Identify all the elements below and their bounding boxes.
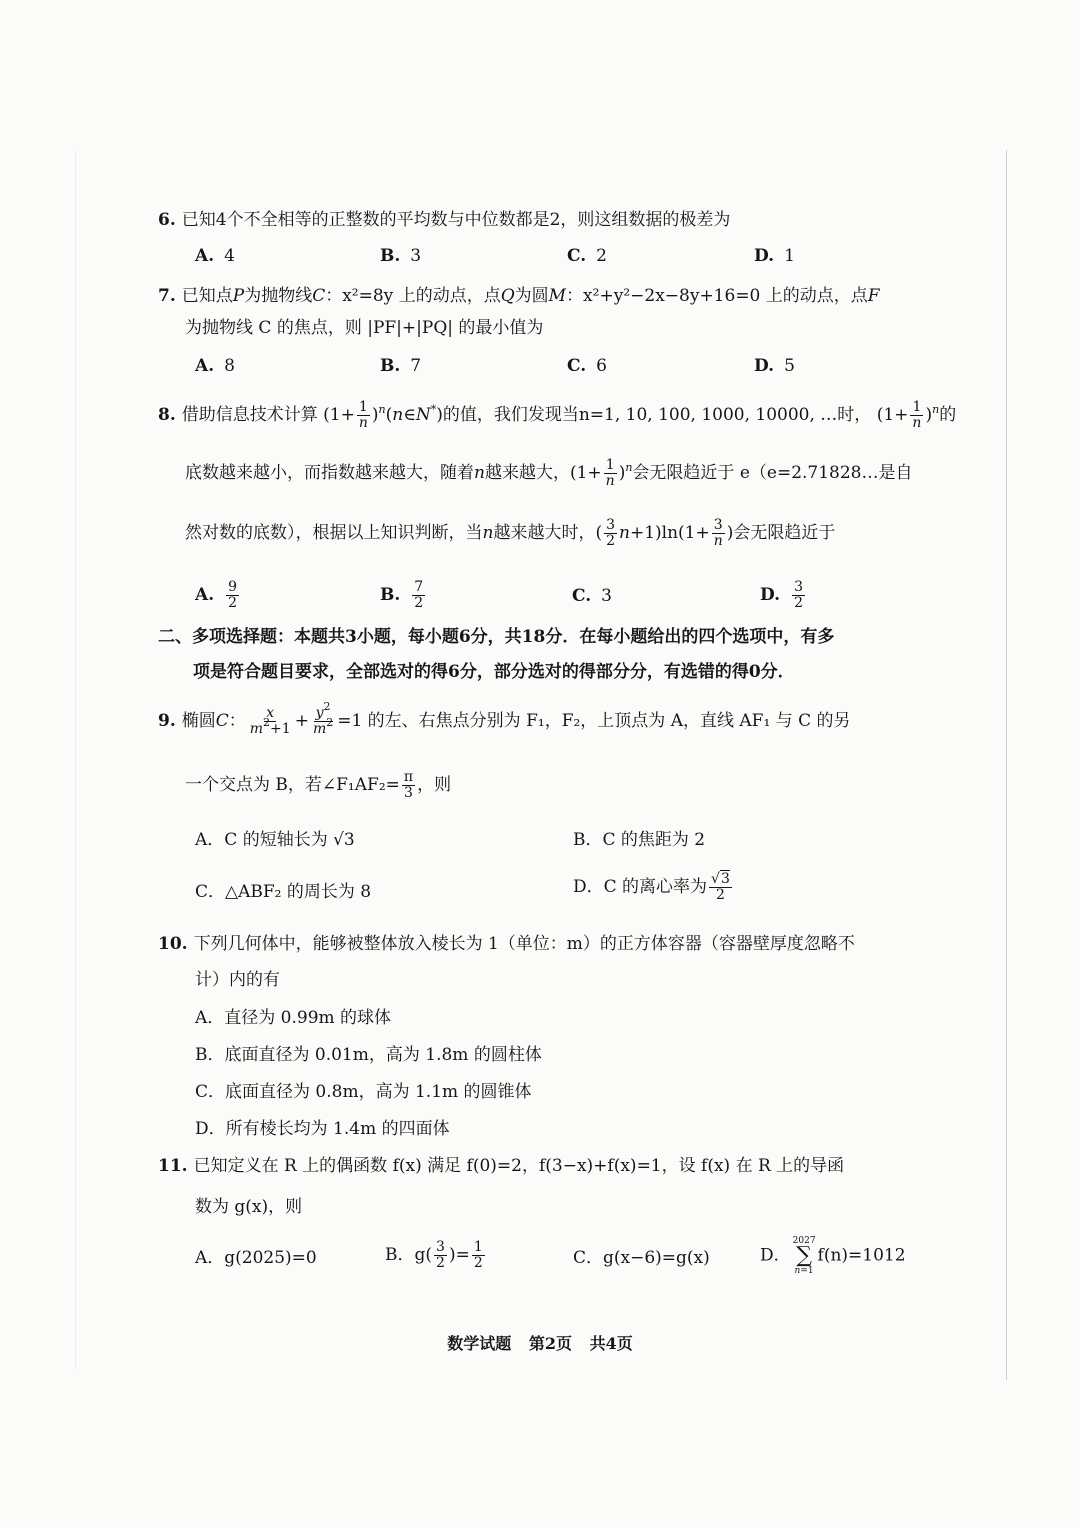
- q10-line2: 计）内的有: [195, 970, 280, 990]
- q6-option-a: A. 4: [195, 246, 235, 266]
- question-9: 9. 椭圆C： $\frac{x}{m^2+1}$ + $\frac{y^2}{m^2}$ =1 的左、右焦点分别为 F₁，F₂，上顶点为 A，直线 AF₁ 与 C 的另: [158, 700, 851, 737]
- q7-option-a: A. 8: [195, 356, 235, 376]
- q11-option-a: A．g(2025)=0: [195, 1248, 317, 1268]
- q6-option-d: D. 1: [754, 246, 795, 266]
- q10-option-a: A．直径为 0.99m 的球体: [195, 1008, 392, 1028]
- q8-option-a: A. $\frac{9}{2}$: [195, 579, 238, 611]
- footer-subject: 数学试题: [447, 1334, 512, 1353]
- q9-option-d: D．C 的离心率为 $\frac{√3}{2}$: [573, 871, 730, 903]
- q9-line2: 一个交点为 B，若∠F₁AF₂= $\frac{\pi}{3}$ ，则: [185, 769, 452, 801]
- question-number: 6.: [158, 210, 176, 230]
- scan-edge-line: [1006, 150, 1007, 1380]
- q11-line2: 数为 g(x)，则: [195, 1197, 303, 1217]
- q7-line2: 为抛物线 C 的焦点，则 |PF|+|PQ| 的最小值为: [185, 318, 544, 338]
- formula-repeat: (1+ $\frac{1}{n}$ )$^n$: [876, 399, 940, 431]
- q8-option-d: D. $\frac{3}{2}$: [760, 579, 803, 611]
- q8-option-b: B. $\frac{7}{2}$: [380, 579, 424, 611]
- question-6: [158, 208, 730, 232]
- q9-option-c: C．△ABF₂ 的周长为 8: [195, 882, 372, 902]
- q10-option-d: D．所有棱长均为 1.4m 的四面体: [195, 1119, 450, 1139]
- q11-option-d: D． 2027 ∑ n=1 f(n)=1012: [760, 1236, 906, 1276]
- q9-option-a: A．C 的短轴长为 √3: [195, 830, 355, 850]
- q9-option-b: B．C 的焦距为 2: [573, 830, 706, 850]
- q6-option-c: C. 2: [567, 246, 607, 266]
- question-10: 10. 下列几何体中，能够被整体放入棱长为 1（单位：m）的正方体容器（容器壁厚度忽略不: [158, 934, 855, 954]
- q11-option-b: B．g( $\frac{3}{2}$ )= $\frac{1}{2}$: [385, 1239, 483, 1271]
- question-7: 7. 已知点P为抛物线C：x²=8y 上的动点，点Q为圆M：x²+y²−2x−8y+16=0 上的动点，点F: [158, 286, 880, 306]
- footer-page: 第2页: [528, 1334, 572, 1353]
- q11-option-c: C．g(x−6)=g(x): [573, 1248, 710, 1268]
- q8-line2: 底数越来越小，而指数越来越大，随着n越来越大，(1+ $\frac{1}{n}$ )$^n$会无限趋近于 e（e=2.71828…是自: [185, 457, 913, 489]
- q8-option-c: C. 3: [572, 586, 612, 606]
- q7-option-c: C. 6: [567, 356, 607, 376]
- question-text: 已知4个不全相等的正整数的平均数与中位数都是2，则这组数据的极差为: [181, 210, 731, 230]
- footer-total: 共4页: [589, 1334, 633, 1353]
- q10-option-b: B．底面直径为 0.01m，高为 1.8m 的圆柱体: [195, 1045, 542, 1065]
- page-footer: [0, 1331, 1080, 1354]
- scan-edge-line-left: [75, 150, 76, 1370]
- section-2-heading-line2: 项是符合题目要求，全部选对的得6分，部分选对的得部分分，有选错的得0分．: [193, 662, 795, 682]
- q7-option-d: D. 5: [754, 356, 795, 376]
- q7-option-b: B. 7: [380, 356, 422, 376]
- formula-1-plus-1-over-n-pow-n: (1+ $\frac{1}{n}$ )$^n$(n∈N*): [323, 399, 443, 431]
- question-8: 8. 借助信息技术计算 (1+ $\frac{1}{n}$ )$^n$(n∈N*)的值，我们发现当n=1, 10, 100, 1000, 10000, …时， (1+ $\frac{1}{n}$ )$^n$的: [158, 399, 957, 431]
- q10-option-c: C．底面直径为 0.8m，高为 1.1m 的圆锥体: [195, 1082, 532, 1102]
- question-11: 11. 已知定义在 R 上的偶函数 f(x) 满足 f(0)=2，f(3−x)+f(x)=1，设 f(x) 在 R 上的导函: [158, 1156, 845, 1176]
- q8-line3: 然对数的底数），根据以上知识判断，当n越来越大时，( $\frac{3}{2}$ n+1)ln(1+ $\frac{3}{n}$ )会无限趋近于: [185, 517, 836, 549]
- section-2-heading-line1: 二、多项选择题：本题共3小题，每小题6分，共18分．在每小题给出的四个选项中，有多: [158, 627, 835, 647]
- q6-option-b: B. 3: [380, 246, 422, 266]
